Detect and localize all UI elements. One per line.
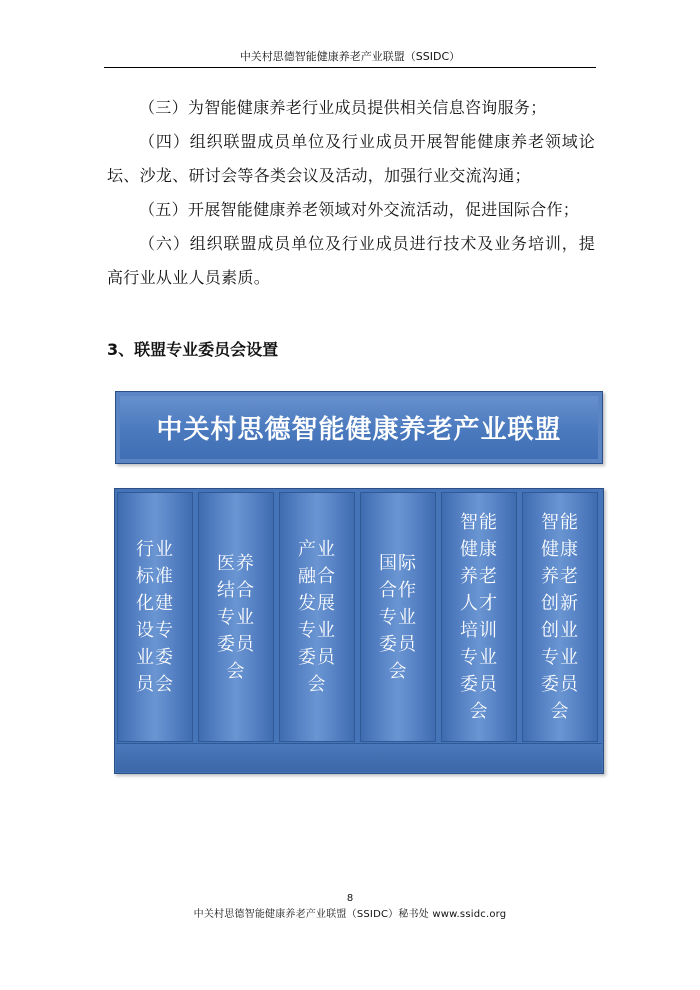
paragraph-4: （四）组织联盟成员单位及行业成员开展智能健康养老领域论坛、沙龙、研讨会等各类会议及活动，加强行业交流沟通； (107, 132, 595, 185)
paragraph-6: （六）组织联盟成员单位及行业成员进行技术及业务培训，提高行业从业人员素质。 (107, 234, 595, 287)
committee-label: 医养结合专业委员会 (217, 552, 255, 682)
committee-box (522, 492, 598, 742)
committee-box (279, 492, 355, 742)
page-header: 中关村思德智能健康养老产业联盟（SSIDC） (239, 50, 461, 63)
section-title: 3、联盟专业委员会设置 (107, 340, 279, 359)
paragraph-5: （五）开展智能健康养老领域对外交流活动，促进国际合作； (139, 200, 580, 219)
committee-label: 产业融合发展专业委员会 (298, 539, 336, 695)
committee-label: 智能健康养老人才培训专业委员会 (460, 512, 498, 722)
header-divider (104, 67, 596, 68)
org-chart-committees (114, 488, 604, 774)
committee-label: 国际合作专业委员会 (379, 552, 417, 682)
page-footer: 中关村思德智能健康养老产业联盟（SSIDC）秘书处 www.ssidc.org (193, 909, 507, 920)
org-chart-base-bar (116, 743, 602, 772)
committee-box (117, 492, 193, 742)
paragraph-3: （三）为智能健康养老行业成员提供相关信息咨询服务； (139, 98, 547, 117)
committee-label: 智能健康养老创新创业专业委员会 (541, 512, 579, 722)
committee-box (198, 492, 274, 742)
org-chart-top-box: 中关村思德智能健康养老产业联盟 (115, 391, 603, 464)
page-number: 8 (346, 893, 354, 904)
committee-box (441, 492, 517, 742)
body-paragraphs (107, 91, 595, 295)
committee-label: 行业标准化建设专业委员会 (136, 539, 174, 695)
committee-box (360, 492, 436, 742)
